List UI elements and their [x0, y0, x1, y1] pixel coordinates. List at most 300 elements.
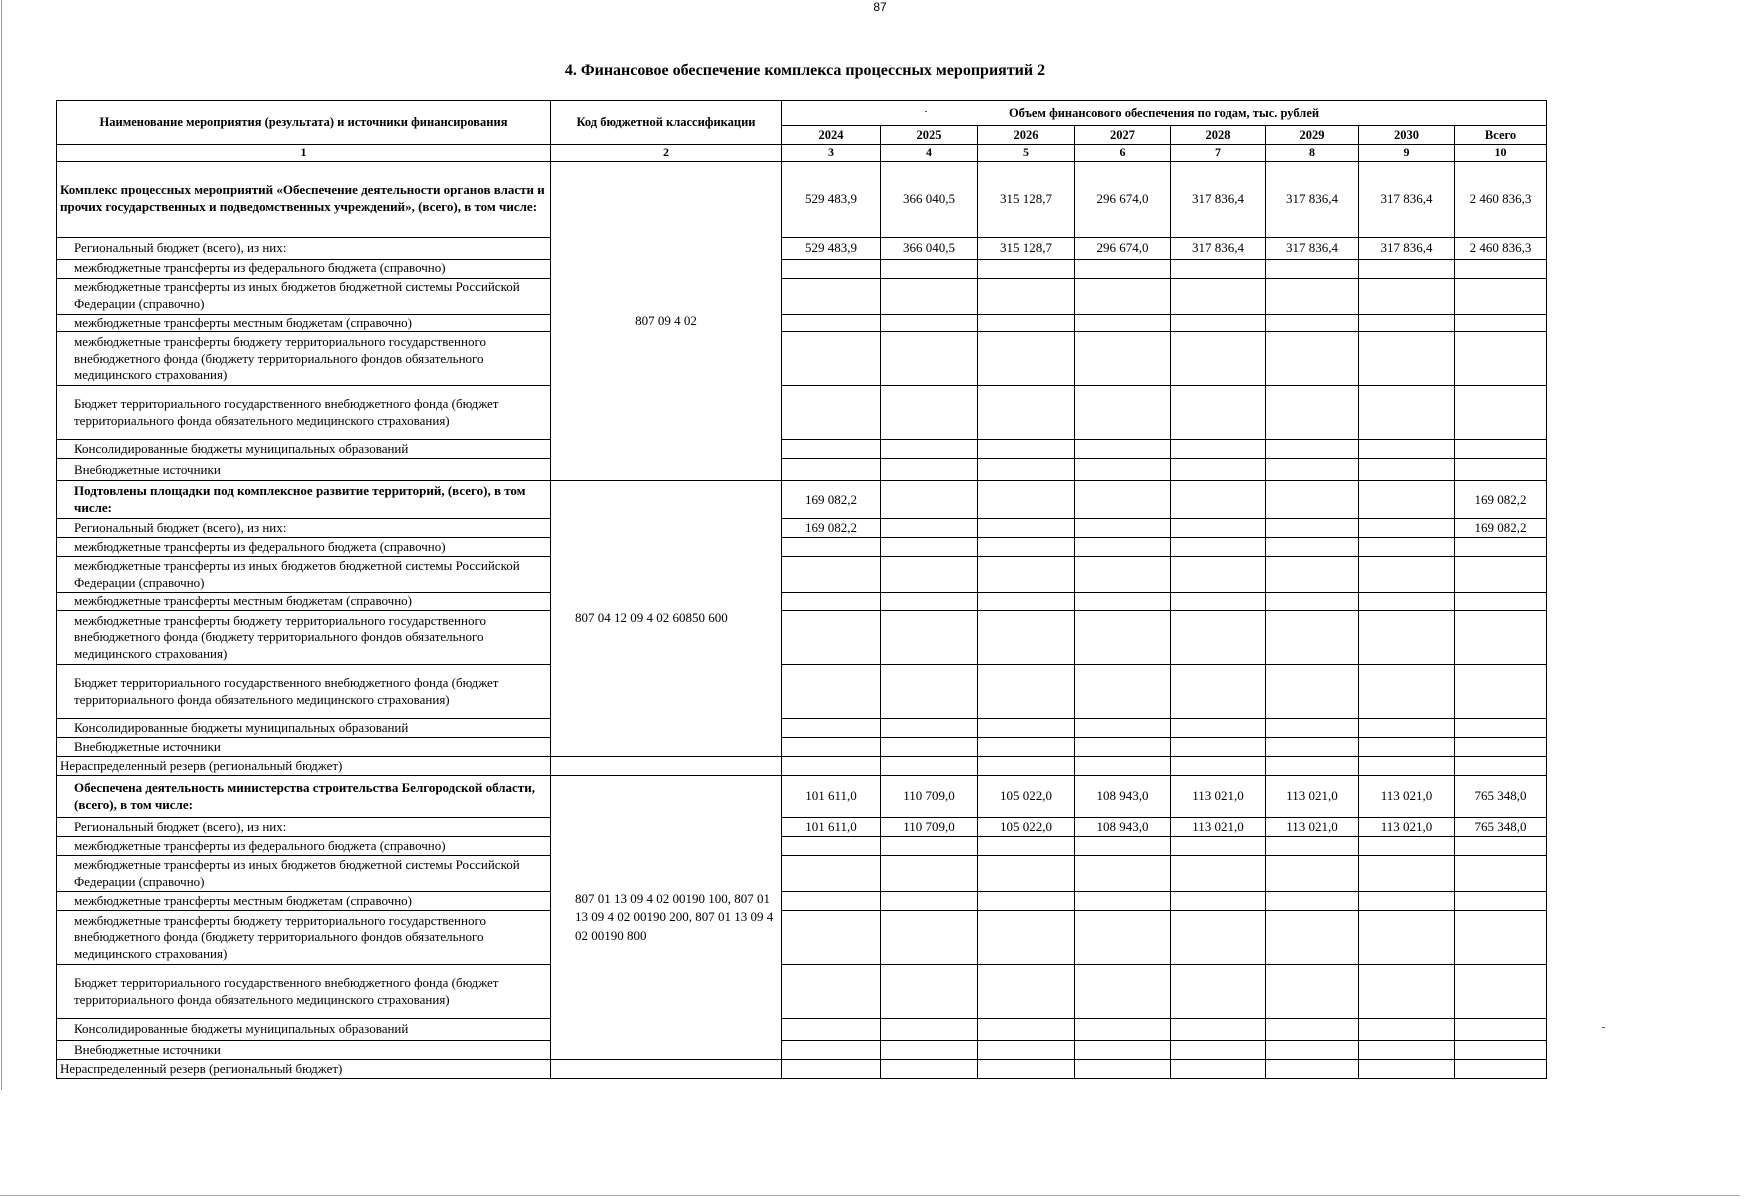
year-value: [1266, 440, 1359, 459]
year-value: [1171, 259, 1266, 278]
table-row: [57, 538, 1547, 557]
year-value: [1075, 856, 1171, 892]
year-value: 317 836,4: [1266, 161, 1359, 237]
year-value: 529 483,9: [782, 237, 881, 259]
year-value: [782, 557, 881, 593]
year-value: 113 021,0: [1266, 818, 1359, 837]
year-value: [1075, 332, 1171, 386]
year-value: 315 128,7: [978, 237, 1075, 259]
header-year: 2029: [1266, 126, 1359, 145]
year-value: [782, 738, 881, 757]
col-number: 1: [57, 145, 551, 162]
col-number: 8: [1266, 145, 1359, 162]
year-value: 108 943,0: [1075, 818, 1171, 837]
year-value: [881, 481, 978, 519]
year-value: [1359, 719, 1455, 738]
year-value: [1359, 665, 1455, 719]
year-value: [1075, 738, 1171, 757]
year-value: [1359, 757, 1455, 776]
year-value: [782, 837, 881, 856]
year-value: [1171, 440, 1266, 459]
year-value: [782, 1019, 881, 1041]
year-value: 108 943,0: [1075, 776, 1171, 818]
table-row: [57, 440, 1547, 459]
year-value: [1266, 519, 1359, 538]
year-value: [1266, 719, 1359, 738]
header-row-colnums: [57, 145, 1547, 162]
year-value: [978, 440, 1075, 459]
year-value: [1266, 856, 1359, 892]
table-row: [57, 965, 1547, 1019]
col-number: 9: [1359, 145, 1455, 162]
year-value: 315 128,7: [978, 161, 1075, 237]
year-value: [881, 538, 978, 557]
year-value: [782, 719, 881, 738]
year-value: [1075, 665, 1171, 719]
total-value: [1455, 611, 1547, 665]
year-value: [1171, 965, 1266, 1019]
year-value: [881, 1019, 978, 1041]
year-value: [1359, 911, 1455, 965]
total-value: 765 348,0: [1455, 818, 1547, 837]
year-value: [1266, 1019, 1359, 1041]
total-value: [1455, 837, 1547, 856]
year-value: [978, 665, 1075, 719]
year-value: [782, 965, 881, 1019]
year-value: [1266, 557, 1359, 593]
year-value: 101 611,0: [782, 818, 881, 837]
year-value: [978, 459, 1075, 481]
year-value: [1075, 314, 1171, 332]
header-row-top: [57, 101, 1547, 126]
year-value: [1266, 593, 1359, 611]
row-label: межбюджетные трансферты местным бюджетам (справочно): [57, 892, 551, 911]
year-value: 317 836,4: [1359, 161, 1455, 237]
col-number: 7: [1171, 145, 1266, 162]
year-value: [881, 314, 978, 332]
header-code: Код бюджетной классификации: [551, 101, 782, 145]
table-row: [57, 278, 1547, 314]
table-row: [57, 911, 1547, 965]
year-value: [1171, 557, 1266, 593]
year-value: [1075, 892, 1171, 911]
year-value: [1075, 1060, 1171, 1079]
year-value: [1075, 557, 1171, 593]
total-value: [1455, 459, 1547, 481]
row-label: межбюджетные трансферты из федерального бюджета (справочно): [57, 837, 551, 856]
row-label: Консолидированные бюджеты муниципальных образований: [57, 719, 551, 738]
col-number: 2: [551, 145, 782, 162]
header-name: Наименование мероприятия (результата) и источники финансирования: [57, 101, 551, 145]
year-value: [978, 611, 1075, 665]
header-year: 2024: [782, 126, 881, 145]
year-value: [1075, 719, 1171, 738]
row-label: Нераспределенный резерв (региональный бюджет): [57, 1060, 551, 1079]
table-row: [57, 459, 1547, 481]
table-row: [57, 481, 1547, 519]
year-value: [1075, 911, 1171, 965]
total-value: 169 082,2: [1455, 481, 1547, 519]
header-year: 2027: [1075, 126, 1171, 145]
total-value: [1455, 557, 1547, 593]
year-value: [782, 278, 881, 314]
year-value: [1359, 519, 1455, 538]
year-value: [1075, 259, 1171, 278]
year-value: [978, 738, 1075, 757]
budget-code: 807 04 12 09 4 02 60850 600: [551, 481, 782, 757]
year-value: [881, 757, 978, 776]
year-value: [1359, 259, 1455, 278]
year-value: [978, 278, 1075, 314]
total-value: [1455, 665, 1547, 719]
total-value: [1455, 386, 1547, 440]
col-number: 10: [1455, 145, 1547, 162]
year-value: [1171, 837, 1266, 856]
year-value: [1266, 481, 1359, 519]
row-label: межбюджетные трансферты бюджету территориального государственного внебюджетного фонда (бюджету территориального фондов обязательного медицинского страхования): [57, 611, 551, 665]
year-value: 317 836,4: [1359, 237, 1455, 259]
year-value: [1359, 440, 1455, 459]
year-value: [1171, 892, 1266, 911]
year-value: [1266, 259, 1359, 278]
year-value: [1359, 332, 1455, 386]
table-row: [57, 161, 1547, 237]
year-value: 366 040,5: [881, 237, 978, 259]
year-value: [1075, 611, 1171, 665]
year-value: [1266, 892, 1359, 911]
year-value: 113 021,0: [1171, 818, 1266, 837]
year-value: [881, 837, 978, 856]
year-value: [881, 278, 978, 314]
table-row: [57, 892, 1547, 911]
section-title: Подтовлены площадки под комплексное развитие территорий, (всего), в том числе:: [57, 481, 551, 519]
row-label: Внебюджетные источники: [57, 1041, 551, 1060]
year-value: [1266, 538, 1359, 557]
year-value: [1171, 1019, 1266, 1041]
year-value: [978, 1041, 1075, 1060]
table-row: [57, 314, 1547, 332]
year-value: [1171, 278, 1266, 314]
total-value: [1455, 856, 1547, 892]
year-value: [1171, 757, 1266, 776]
year-value: [1266, 1041, 1359, 1060]
year-value: [881, 519, 978, 538]
year-value: [978, 519, 1075, 538]
section-title: Комплекс процессных мероприятий «Обеспечение деятельности органов власти и прочих государственных и подведомственных учреждений», (всего), в том числе:: [57, 161, 551, 237]
year-value: [978, 593, 1075, 611]
year-value: 113 021,0: [1266, 776, 1359, 818]
header-volume: Объем финансового обеспечения по годам, тыс. рублей: [782, 101, 1547, 126]
total-value: 169 082,2: [1455, 519, 1547, 538]
budget-code-empty: [551, 757, 782, 776]
year-value: [881, 332, 978, 386]
total-value: [1455, 738, 1547, 757]
year-value: [1359, 1041, 1455, 1060]
col-number: 4: [881, 145, 978, 162]
year-value: [1266, 757, 1359, 776]
financing-table: [56, 100, 1547, 1079]
year-value: [1075, 593, 1171, 611]
row-label: Нераспределенный резерв (региональный бюджет): [57, 757, 551, 776]
row-label: межбюджетные трансферты из федерального бюджета (справочно): [57, 538, 551, 557]
year-value: [1075, 837, 1171, 856]
total-value: 2 460 836,3: [1455, 161, 1547, 237]
year-value: [881, 1041, 978, 1060]
year-value: [978, 386, 1075, 440]
year-value: [1075, 757, 1171, 776]
year-value: [881, 965, 978, 1019]
year-value: 110 709,0: [881, 818, 978, 837]
year-value: [978, 1060, 1075, 1079]
row-label: межбюджетные трансферты бюджету территориального государственного внебюджетного фонда (бюджету территориального фондов обязательного медицинского страхования): [57, 332, 551, 386]
total-value: [1455, 593, 1547, 611]
total-value: [1455, 278, 1547, 314]
year-value: [978, 856, 1075, 892]
year-value: [1359, 459, 1455, 481]
year-value: 296 674,0: [1075, 237, 1171, 259]
year-value: [881, 892, 978, 911]
year-value: [782, 459, 881, 481]
table-row: [57, 1041, 1547, 1060]
year-value: [978, 757, 1075, 776]
year-value: [978, 892, 1075, 911]
row-label: Бюджет территориального государственного внебюджетного фонда (бюджет территориального фонда обязательного медицинского страхования): [57, 665, 551, 719]
year-value: [1075, 386, 1171, 440]
row-label: межбюджетные трансферты из федерального бюджета (справочно): [57, 259, 551, 278]
year-value: [1075, 1019, 1171, 1041]
year-value: [978, 481, 1075, 519]
year-value: [782, 593, 881, 611]
table-row: [57, 837, 1547, 856]
total-value: [1455, 314, 1547, 332]
year-value: [1171, 611, 1266, 665]
page-number: 87: [873, 0, 887, 14]
total-value: 765 348,0: [1455, 776, 1547, 818]
row-label: межбюджетные трансферты местным бюджетам (справочно): [57, 593, 551, 611]
section-title: Обеспечена деятельность министерства строительства Белгородской области, (всего), в том числе:: [57, 776, 551, 818]
year-value: [1171, 738, 1266, 757]
year-value: [978, 332, 1075, 386]
table-row: [57, 856, 1547, 892]
year-value: [881, 593, 978, 611]
year-value: [782, 665, 881, 719]
year-value: [1455, 757, 1547, 776]
year-value: [978, 314, 1075, 332]
year-value: [1359, 965, 1455, 1019]
year-value: [978, 965, 1075, 1019]
budget-code: 807 09 4 02: [551, 161, 782, 481]
total-value: [1455, 1041, 1547, 1060]
year-value: [978, 1019, 1075, 1041]
row-label: Консолидированные бюджеты муниципальных образований: [57, 1019, 551, 1041]
table-row: [57, 237, 1547, 259]
row-label: Региональный бюджет (всего), из них:: [57, 519, 551, 538]
year-value: [881, 665, 978, 719]
year-value: [978, 719, 1075, 738]
year-value: [1075, 538, 1171, 557]
year-value: 105 022,0: [978, 818, 1075, 837]
reserve-row: [57, 757, 1547, 776]
table-row: [57, 776, 1547, 818]
year-value: [1171, 911, 1266, 965]
total-value: 2 460 836,3: [1455, 237, 1547, 259]
budget-code: 807 01 13 09 4 02 00190 100, 807 01 13 09 4 02 00190 200, 807 01 13 09 4 02 00190 800: [551, 776, 782, 1060]
year-value: [1266, 738, 1359, 757]
year-value: [1075, 278, 1171, 314]
reserve-row: [57, 1060, 1547, 1079]
table-row: [57, 557, 1547, 593]
row-label: межбюджетные трансферты из иных бюджетов бюджетной системы Российской Федерации (справочно): [57, 557, 551, 593]
year-value: 110 709,0: [881, 776, 978, 818]
year-value: [881, 738, 978, 757]
year-value: [978, 557, 1075, 593]
year-value: [978, 911, 1075, 965]
year-value: [1171, 719, 1266, 738]
year-value: [1266, 965, 1359, 1019]
year-value: [1171, 1060, 1266, 1079]
total-value: [1455, 332, 1547, 386]
year-value: [1266, 314, 1359, 332]
year-value: [1359, 837, 1455, 856]
year-value: [1359, 593, 1455, 611]
header-year: 2030: [1359, 126, 1455, 145]
year-value: [978, 837, 1075, 856]
col-number: 6: [1075, 145, 1171, 162]
year-value: [1171, 1041, 1266, 1060]
year-value: [1266, 1060, 1359, 1079]
year-value: [1075, 1041, 1171, 1060]
year-value: [1171, 538, 1266, 557]
year-value: [978, 259, 1075, 278]
col-number: 5: [978, 145, 1075, 162]
year-value: [978, 538, 1075, 557]
year-value: [1359, 278, 1455, 314]
table-row: [57, 593, 1547, 611]
year-value: [1359, 386, 1455, 440]
year-value: [1171, 519, 1266, 538]
row-label: Бюджет территориального государственного внебюджетного фонда (бюджет территориального фонда обязательного медицинского страхования): [57, 386, 551, 440]
scan-edge-line: [1, 0, 2, 1090]
year-value: [1171, 386, 1266, 440]
year-value: [1455, 1060, 1547, 1079]
year-value: [1266, 278, 1359, 314]
row-label: Консолидированные бюджеты муниципальных образований: [57, 440, 551, 459]
col-number: 3: [782, 145, 881, 162]
header-year: 2028: [1171, 126, 1266, 145]
year-value: 296 674,0: [1075, 161, 1171, 237]
year-value: [1075, 440, 1171, 459]
year-value: [1359, 611, 1455, 665]
year-value: 169 082,2: [782, 481, 881, 519]
budget-code-empty: [551, 1060, 782, 1079]
table-row: [57, 1019, 1547, 1041]
year-value: [782, 386, 881, 440]
row-label: межбюджетные трансферты бюджету территориального государственного внебюджетного фонда (бюджету территориального фондов обязательного медицинского страхования): [57, 911, 551, 965]
year-value: [782, 757, 881, 776]
year-value: [1171, 665, 1266, 719]
year-value: [782, 1041, 881, 1060]
year-value: [1359, 856, 1455, 892]
year-value: [782, 892, 881, 911]
table-row: [57, 665, 1547, 719]
year-value: [1266, 332, 1359, 386]
row-label: межбюджетные трансферты местным бюджетам (справочно): [57, 314, 551, 332]
table-row: [57, 332, 1547, 386]
table-row: [57, 719, 1547, 738]
year-value: [1266, 459, 1359, 481]
year-value: [881, 440, 978, 459]
year-value: [1266, 665, 1359, 719]
year-value: [782, 611, 881, 665]
year-value: [782, 440, 881, 459]
total-value: [1455, 440, 1547, 459]
year-value: [881, 1060, 978, 1079]
year-value: 113 021,0: [1171, 776, 1266, 818]
row-label: межбюджетные трансферты из иных бюджетов бюджетной системы Российской Федерации (справочно): [57, 856, 551, 892]
year-value: 317 836,4: [1171, 237, 1266, 259]
year-value: [782, 1060, 881, 1079]
year-value: [1171, 856, 1266, 892]
year-value: [1359, 892, 1455, 911]
year-value: 169 082,2: [782, 519, 881, 538]
year-value: [782, 856, 881, 892]
table-row: [57, 386, 1547, 440]
year-value: [1171, 593, 1266, 611]
year-value: [881, 719, 978, 738]
table-row: [57, 519, 1547, 538]
scan-bottom-line: [0, 1195, 1740, 1196]
year-value: [782, 314, 881, 332]
year-value: [1075, 459, 1171, 481]
year-value: [782, 259, 881, 278]
year-value: [1266, 386, 1359, 440]
total-value: [1455, 911, 1547, 965]
year-value: [782, 538, 881, 557]
table-row: [57, 738, 1547, 757]
total-value: [1455, 259, 1547, 278]
year-value: [1359, 314, 1455, 332]
header-year: 2025: [881, 126, 978, 145]
total-value: [1455, 538, 1547, 557]
page-title: 4. Финансовое обеспечение комплекса процессных мероприятий 2: [564, 62, 1046, 79]
total-value: [1455, 719, 1547, 738]
year-value: 529 483,9: [782, 161, 881, 237]
year-value: [1359, 481, 1455, 519]
year-value: 366 040,5: [881, 161, 978, 237]
year-value: [1075, 519, 1171, 538]
row-label: Бюджет территориального государственного внебюджетного фонда (бюджет территориального фонда обязательного медицинского страхования): [57, 965, 551, 1019]
year-value: [881, 856, 978, 892]
row-label: Региональный бюджет (всего), из них:: [57, 237, 551, 259]
year-value: [1266, 611, 1359, 665]
year-value: 317 836,4: [1266, 237, 1359, 259]
scan-speck: [925, 111, 927, 112]
year-value: [1171, 332, 1266, 386]
table-row: [57, 611, 1547, 665]
year-value: [881, 386, 978, 440]
row-label: Внебюджетные источники: [57, 459, 551, 481]
row-label: Внебюджетные источники: [57, 738, 551, 757]
year-value: 105 022,0: [978, 776, 1075, 818]
year-value: [881, 611, 978, 665]
year-value: [881, 911, 978, 965]
year-value: [1359, 738, 1455, 757]
year-value: [1171, 481, 1266, 519]
year-value: [1075, 481, 1171, 519]
year-value: [1359, 557, 1455, 593]
total-value: [1455, 892, 1547, 911]
year-value: [881, 459, 978, 481]
